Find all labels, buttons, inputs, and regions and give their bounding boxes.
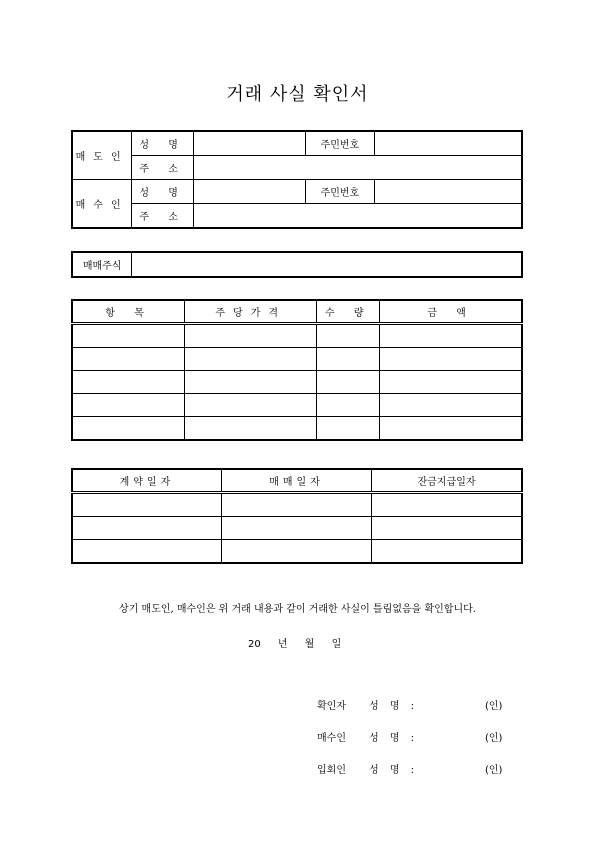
- item-cell[interactable]: [72, 324, 185, 348]
- amount-cell[interactable]: [380, 417, 522, 441]
- seller-name-field[interactable]: [194, 131, 305, 156]
- buyer-name-label: 성 명: [132, 180, 194, 204]
- amount-cell[interactable]: [380, 371, 522, 394]
- sale-date-cell[interactable]: [221, 517, 371, 540]
- dates-header-sale: 매매일자: [221, 469, 371, 493]
- seller-id-field[interactable]: [375, 131, 522, 156]
- price-cell[interactable]: [185, 394, 317, 417]
- signature-role: 입회인: [317, 765, 346, 776]
- buyer-address-field[interactable]: [194, 204, 522, 229]
- signature-seal: (인): [485, 765, 503, 776]
- signature-name-label: 성 명 :: [369, 765, 415, 776]
- quantity-cell[interactable]: [317, 371, 380, 394]
- buyer-name-field[interactable]: [194, 180, 305, 204]
- table-row: [72, 371, 522, 394]
- signature-name-label: 성 명 :: [369, 733, 415, 744]
- balance-date-cell[interactable]: [372, 517, 522, 540]
- price-cell[interactable]: [185, 417, 317, 441]
- contract-date-cell[interactable]: [72, 540, 221, 564]
- amount-cell[interactable]: [380, 324, 522, 348]
- amount-cell[interactable]: [380, 348, 522, 371]
- year-label: 년: [277, 639, 288, 650]
- items-header-item: 항 목: [72, 300, 185, 324]
- balance-date-cell[interactable]: [372, 493, 522, 517]
- dates-header-contract: 계약일자: [72, 469, 221, 493]
- dates-header-balance: 잔금지급일자: [372, 469, 522, 493]
- item-cell[interactable]: [72, 371, 185, 394]
- signature-role: 매수인: [317, 733, 346, 744]
- items-header-price: 주당가격: [185, 300, 317, 324]
- items-header-quantity: 수 량: [317, 300, 380, 324]
- parties-table: [71, 130, 523, 229]
- sale-date-cell[interactable]: [221, 493, 371, 517]
- price-cell[interactable]: [185, 348, 317, 371]
- quantity-cell[interactable]: [317, 324, 380, 348]
- table-row: [72, 517, 522, 540]
- seller-address-label: 주 소: [132, 156, 194, 180]
- quantity-cell[interactable]: [317, 348, 380, 371]
- table-row: [72, 417, 522, 441]
- buyer-id-field[interactable]: [375, 180, 522, 204]
- table-row: [72, 540, 522, 564]
- sale-date-cell[interactable]: [221, 540, 371, 564]
- item-cell[interactable]: [72, 394, 185, 417]
- month-label: 월: [304, 639, 315, 650]
- dates-table: [71, 468, 523, 564]
- price-cell[interactable]: [185, 324, 317, 348]
- table-row: [72, 394, 522, 417]
- item-cell[interactable]: [72, 417, 185, 441]
- seller-name-label: 성 명: [132, 131, 194, 156]
- table-row: [72, 493, 522, 517]
- items-header-amount: 금 액: [380, 300, 522, 324]
- method-table: [71, 251, 523, 278]
- items-table: [71, 299, 523, 441]
- table-row: [72, 348, 522, 371]
- seller-id-label: 주민번호: [305, 131, 375, 156]
- balance-date-cell[interactable]: [372, 540, 522, 564]
- signature-name-label: 성 명 :: [369, 701, 415, 712]
- contract-date-cell[interactable]: [72, 517, 221, 540]
- quantity-cell[interactable]: [317, 394, 380, 417]
- signature-seal: (인): [485, 701, 503, 712]
- amount-cell[interactable]: [380, 394, 522, 417]
- date-line: [248, 635, 341, 650]
- document-title: 거래 사실 확인서: [226, 84, 369, 105]
- contract-date-cell[interactable]: [72, 493, 221, 517]
- signature-seal: (인): [485, 733, 503, 744]
- table-row: [72, 324, 522, 348]
- method-field[interactable]: [132, 252, 522, 277]
- buyer-address-label: 주 소: [132, 204, 194, 229]
- item-cell[interactable]: [72, 348, 185, 371]
- buyer-label: 매수인: [72, 180, 132, 229]
- confirmation-statement: 상기 매도인, 매수인은 위 거래 내용과 같이 거래한 사실이 틀림없음을 확인합니다.: [119, 604, 476, 615]
- price-cell[interactable]: [185, 371, 317, 394]
- signature-role: 확인자: [317, 701, 346, 712]
- method-label: 매매주식: [72, 252, 132, 277]
- quantity-cell[interactable]: [317, 417, 380, 441]
- buyer-id-label: 주민번호: [305, 180, 375, 204]
- seller-label: 매도인: [72, 131, 132, 180]
- year-prefix: 20: [248, 639, 261, 650]
- day-label: 일: [331, 639, 342, 650]
- seller-address-field[interactable]: [194, 156, 522, 180]
